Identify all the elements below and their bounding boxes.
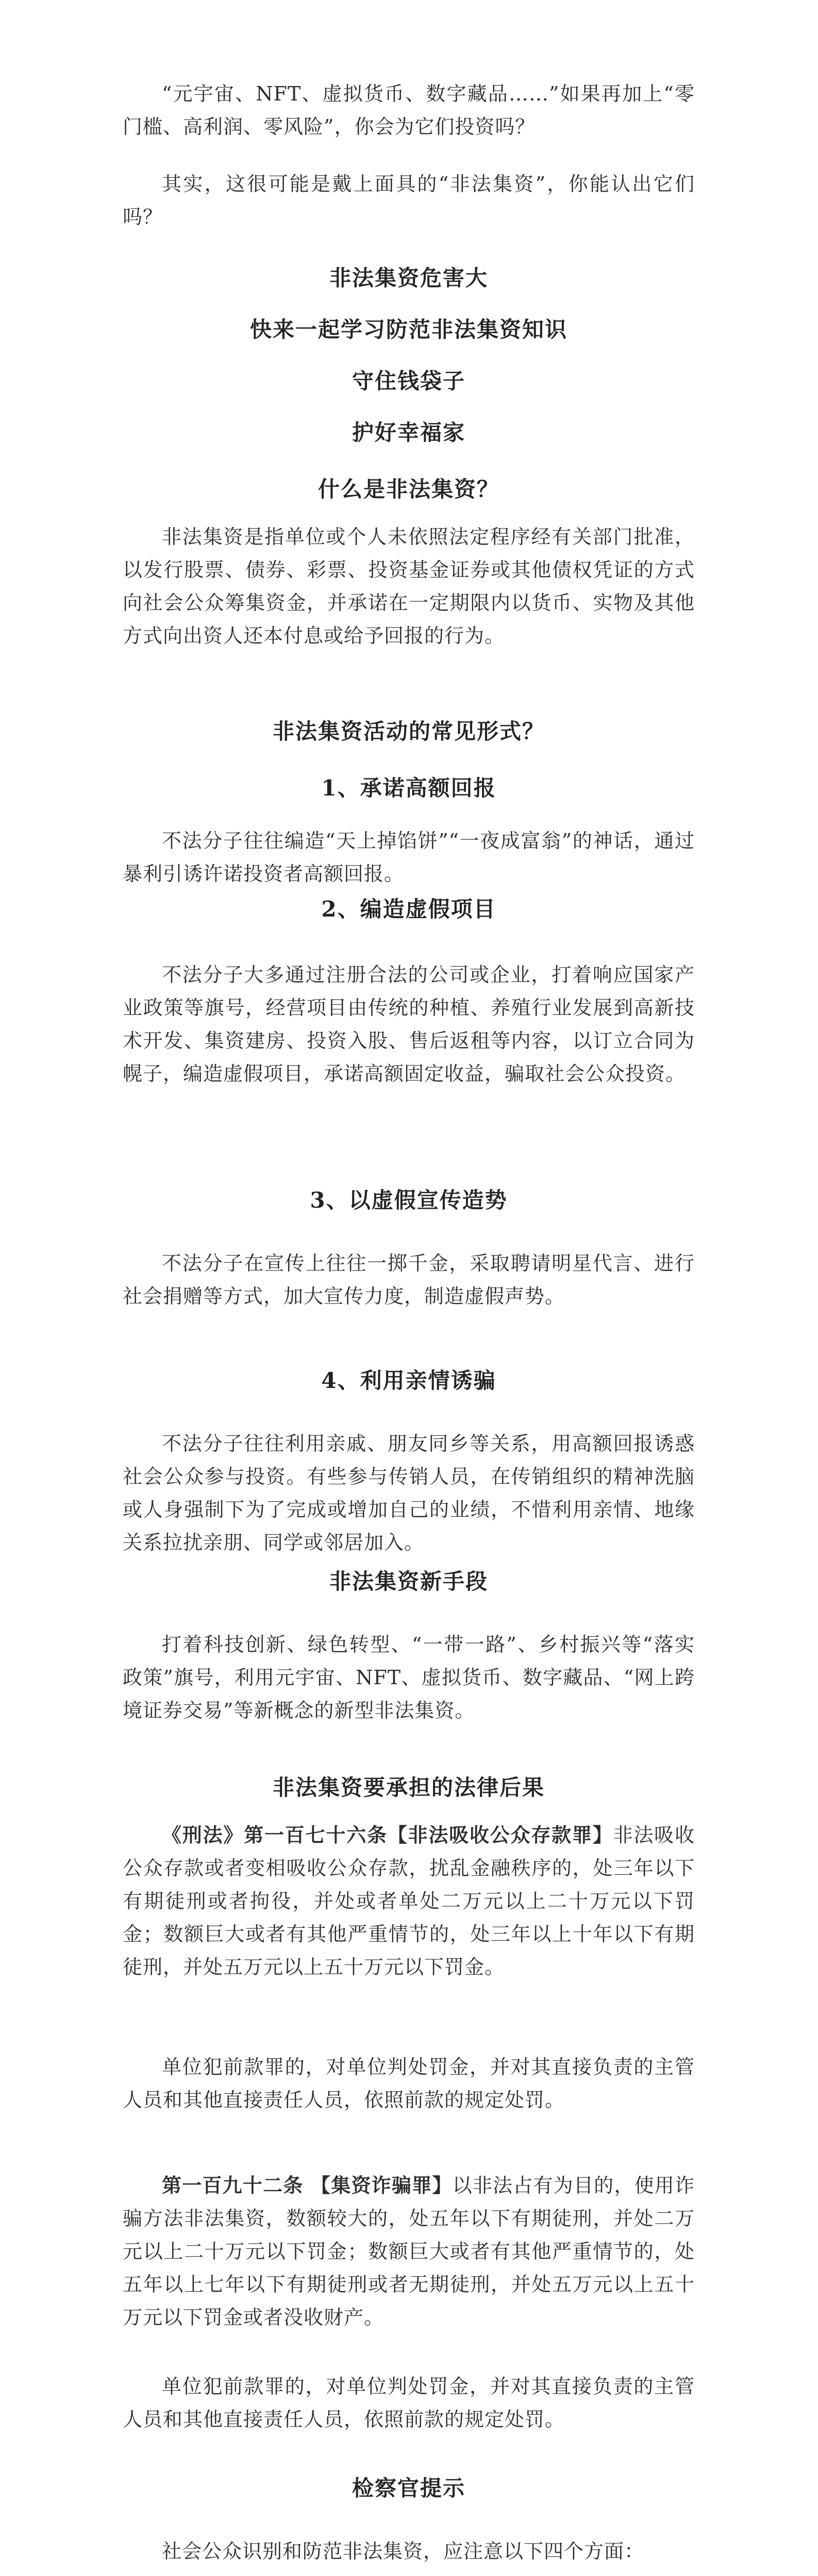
form-2-text: 不法分子大多通过注册合法的公司或企业，打着响应国家产业政策等旗号，经营项目由传统的种植、养殖行业发展到高新技术开发、集资建房、投资入股、售后返租等内容，以订立合同为幌子，编造虚假项目，承诺高额固定收益，骗取社会公众投资。 [123, 963, 695, 1085]
form-1-text: 不法分子往往编造“天上掉馅饼”“一夜成富翁”的神话，通过暴利引诱许诺投资者高额回报。 [123, 829, 695, 885]
form-1-title: 1、承诺高额回报 [321, 775, 496, 801]
form-2-title: 2、编造虚假项目 [321, 896, 496, 922]
banner-line-3: 守住钱袋子 [352, 368, 465, 394]
new-means-text: 打着科技创新、绿色转型、“一带一路”、乡村振兴等“落实政策”旗号，利用元宇宙、NFT、虚拟货币、数字藏品、“网上跨境证券交易”等新概念的新型非法集资。 [123, 1633, 695, 1722]
form-3-title: 3、以虚假宣传造势 [310, 1188, 508, 1213]
intro-paragraph-1: “元宇宙、NFT、虚拟货币、数字藏品……”如果再加上“零门槛、高利润、零风险”，你会为它们投资吗？ [123, 82, 695, 138]
banner-line-4: 护好幸福家 [352, 420, 465, 445]
new-means-heading: 非法集资新手段 [329, 1569, 488, 1594]
tips-intro: 社会公众识别和防范非法集资，应注意以下四个方面： [162, 2540, 645, 2563]
banner-line-2: 快来一起学习防范非法集资知识 [249, 317, 567, 342]
legal-heading: 非法集资要承担的法律后果 [272, 1775, 545, 1800]
banner-line-1: 非法集资危害大 [329, 265, 488, 291]
article-176-text: 非法吸收公众存款或者变相吸收公众存款，扰乱金融秩序的，处三年以下有期徒刑或者拘役，并处或者单处二万元以上二十万元以下罚金；数额巨大或者有其他严重情节的，处三年以上十年以下有期徒刑，并处五万元以上五十万元以下罚金。 [123, 1824, 695, 1978]
legal-article-176 [123, 1819, 695, 1984]
form-3-text: 不法分子在宣传上往往一掷千金，采取聘请明星代言、进行社会捐赠等方式，加大宣传力度，制造虚假声势。 [123, 1252, 695, 1308]
intro-paragraph-2: 其实，这很可能是戴上面具的“非法集资”，你能认出它们吗？ [123, 173, 695, 228]
definition-heading: 什么是非法集资？ [318, 477, 499, 502]
article-176-title: 《刑法》第一百七十六条【非法吸收公众存款罪】 [162, 1823, 613, 1846]
legal-article-192-unit: 单位犯前款罪的，对单位判处罚金，并对其直接负责的主管人员和其他直接责任人员，依照前款的规定处罚。 [123, 2375, 695, 2431]
form-4-title: 4、利用亲情诱骗 [321, 1368, 496, 1393]
definition-text: 非法集资是指单位或个人未依照法定程序经有关部门批准，以发行股票、债券、彩票、投资基金证券或其他债权凭证的方式向社会公众筹集资金，并承诺在一定期限内以货币、实物及其他方式向出资人还本付息或给予回报的行为。 [123, 526, 695, 647]
tips-heading: 检察官提示 [352, 2476, 465, 2501]
article-192-text: 以非法占有为目的，使用诈骗方法非法集资，数额较大的，处五年以下有期徒刑，并处二万元以上二十万元以下罚金；数额巨大或者有其他严重情节的，处五年以上七年以下有期徒刑或者无期徒刑，并处五万元以上五十万元以下罚金或者没收财产。 [123, 2174, 695, 2329]
article-192-title: 第一百九十二条 【集资诈骗罪】 [162, 2174, 453, 2197]
legal-article-192 [123, 2169, 695, 2334]
forms-heading: 非法集资活动的常见形式？ [272, 719, 545, 744]
legal-article-176-unit: 单位犯前款罪的，对单位判处罚金，并对其直接负责的主管人员和其他直接责任人员，依照前款的规定处罚。 [123, 2056, 695, 2111]
form-4-text: 不法分子往往利用亲戚、朋友同乡等关系，用高额回报诱惑社会公众参与投资。有些参与传销人员，在传销组织的精神洗脑或人身强制下为了完成或增加自己的业绩，不惜利用亲情、地缘关系拉扰亲朋、同学或邻居加入。 [123, 1432, 695, 1554]
